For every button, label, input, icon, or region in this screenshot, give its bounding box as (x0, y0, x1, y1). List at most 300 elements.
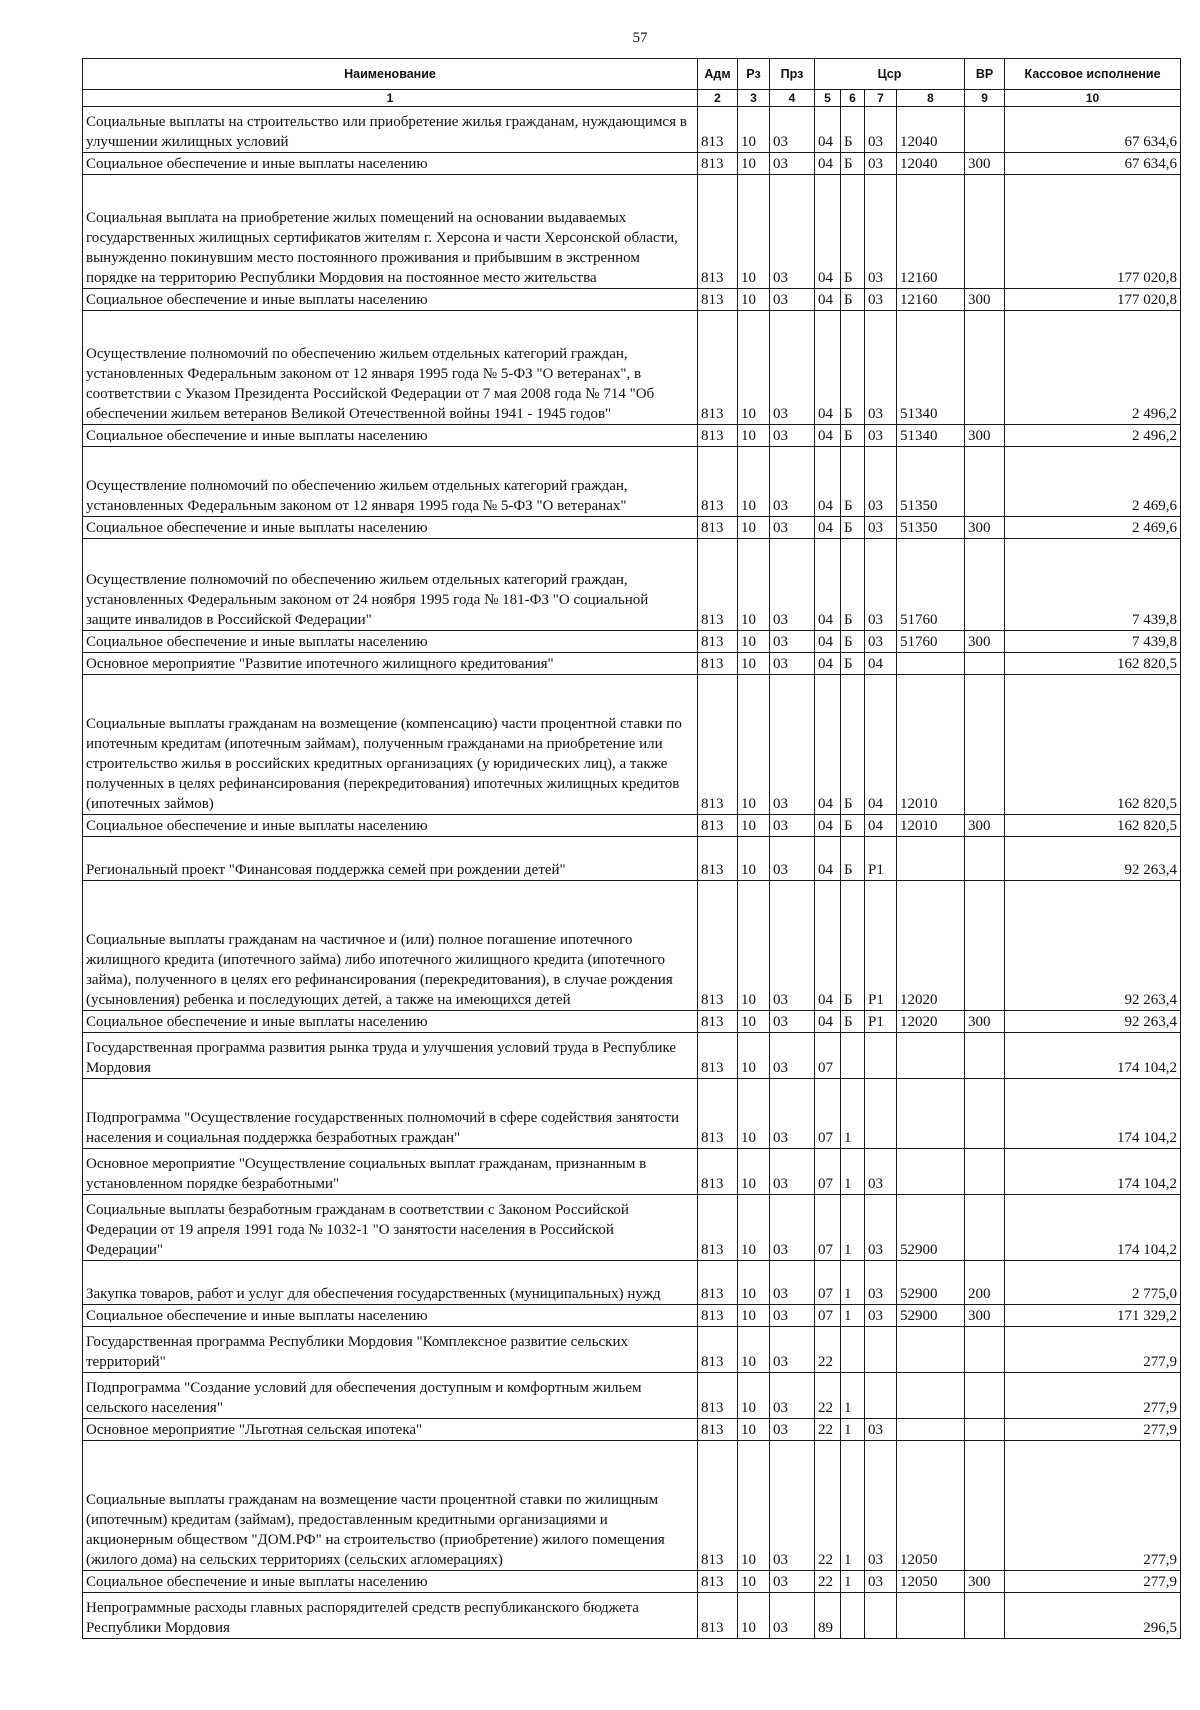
rz-code: 10 (738, 1419, 770, 1441)
rz-code: 10 (738, 175, 770, 289)
adm-code: 813 (698, 311, 738, 425)
amount: 174 104,2 (1005, 1079, 1181, 1149)
csr-activity-code (865, 1327, 897, 1373)
csr-direction-code (897, 653, 965, 675)
csr-program-code: 04 (815, 837, 841, 881)
column-number: 2 (698, 90, 738, 107)
csr-activity-code: 03 (865, 1261, 897, 1305)
csr-direction-code: 12010 (897, 815, 965, 837)
prz-code: 03 (770, 153, 815, 175)
csr-subprogram-code: Б (841, 175, 865, 289)
row-name: Закупка товаров, работ и услуг для обеспечения государственных (муниципальных) нужд (83, 1261, 698, 1305)
csr-subprogram-code: Б (841, 815, 865, 837)
adm-code: 813 (698, 675, 738, 815)
prz-code: 03 (770, 837, 815, 881)
csr-direction-code: 12160 (897, 289, 965, 311)
csr-program-code: 04 (815, 311, 841, 425)
csr-program-code: 22 (815, 1373, 841, 1419)
csr-program-code: 04 (815, 517, 841, 539)
table-row (83, 653, 1181, 675)
rz-code: 10 (738, 517, 770, 539)
vr-code: 300 (965, 815, 1005, 837)
vr-code (965, 1441, 1005, 1571)
header-prz: Прз (770, 59, 815, 90)
prz-code: 03 (770, 815, 815, 837)
csr-direction-code: 12020 (897, 1011, 965, 1033)
row-name: Основное мероприятие "Льготная сельская ипотека" (83, 1419, 698, 1441)
rz-code: 10 (738, 1593, 770, 1639)
prz-code: 03 (770, 1149, 815, 1195)
table-row (83, 1033, 1181, 1079)
vr-code (965, 1033, 1005, 1079)
table-row (83, 1441, 1181, 1571)
amount: 7 439,8 (1005, 539, 1181, 631)
vr-code: 200 (965, 1261, 1005, 1305)
csr-subprogram-code (841, 1593, 865, 1639)
vr-code (965, 175, 1005, 289)
prz-code: 03 (770, 653, 815, 675)
prz-code: 03 (770, 1419, 815, 1441)
vr-code (965, 539, 1005, 631)
prz-code: 03 (770, 1261, 815, 1305)
csr-direction-code: 51760 (897, 539, 965, 631)
adm-code: 813 (698, 447, 738, 517)
csr-subprogram-code: Б (841, 517, 865, 539)
column-number: 8 (897, 90, 965, 107)
column-number: 10 (1005, 90, 1181, 107)
adm-code: 813 (698, 289, 738, 311)
row-name: Социальное обеспечение и иные выплаты населению (83, 153, 698, 175)
amount: 277,9 (1005, 1373, 1181, 1419)
vr-code: 300 (965, 425, 1005, 447)
vr-code: 300 (965, 1571, 1005, 1593)
rz-code: 10 (738, 1441, 770, 1571)
table-body (83, 107, 1181, 1639)
amount: 2 469,6 (1005, 447, 1181, 517)
vr-code (965, 653, 1005, 675)
csr-activity-code: 03 (865, 631, 897, 653)
csr-subprogram-code: 1 (841, 1149, 865, 1195)
vr-code: 300 (965, 1305, 1005, 1327)
prz-code: 03 (770, 1033, 815, 1079)
row-name: Осуществление полномочий по обеспечению жильем отдельных категорий граждан, установленных Федеральным законом от 24 ноября 1995 года № 181-ФЗ "О социальной защите инвалидов в Российской Федерации" (83, 539, 698, 631)
rz-code: 10 (738, 1033, 770, 1079)
rz-code: 10 (738, 837, 770, 881)
amount: 92 263,4 (1005, 881, 1181, 1011)
column-number: 5 (815, 90, 841, 107)
vr-code (965, 1327, 1005, 1373)
column-number: 1 (83, 90, 698, 107)
csr-subprogram-code: Б (841, 153, 865, 175)
csr-program-code: 04 (815, 881, 841, 1011)
csr-subprogram-code (841, 1327, 865, 1373)
csr-program-code: 04 (815, 289, 841, 311)
budget-sheet (82, 58, 1181, 1639)
prz-code: 03 (770, 881, 815, 1011)
row-name: Социальное обеспечение и иные выплаты населению (83, 815, 698, 837)
row-name: Социальное обеспечение и иные выплаты населению (83, 1305, 698, 1327)
csr-subprogram-code: Б (841, 539, 865, 631)
row-name: Осуществление полномочий по обеспечению жильем отдельных категорий граждан, установленных Федеральным законом от 12 января 1995 года № 5-ФЗ "О ветеранах", в соответствии с Указом Президента Российской Федерации от 7 мая 2008 года № 714 "Об обеспечении жильем ветеранов Великой Отечественной войны 1941 - 1945 годов" (83, 311, 698, 425)
csr-subprogram-code: 1 (841, 1079, 865, 1149)
csr-subprogram-code: Б (841, 425, 865, 447)
adm-code: 813 (698, 1261, 738, 1305)
budget-table (82, 58, 1181, 1639)
amount: 277,9 (1005, 1327, 1181, 1373)
rz-code: 10 (738, 631, 770, 653)
csr-activity-code: 03 (865, 425, 897, 447)
csr-program-code: 22 (815, 1419, 841, 1441)
csr-activity-code: 03 (865, 107, 897, 153)
amount: 162 820,5 (1005, 675, 1181, 815)
csr-activity-code: 03 (865, 153, 897, 175)
csr-direction-code: 12040 (897, 153, 965, 175)
csr-direction-code: 12050 (897, 1571, 965, 1593)
csr-program-code: 04 (815, 815, 841, 837)
vr-code (965, 1149, 1005, 1195)
csr-program-code: 04 (815, 153, 841, 175)
csr-subprogram-code: 1 (841, 1441, 865, 1571)
amount: 277,9 (1005, 1571, 1181, 1593)
csr-subprogram-code: Б (841, 631, 865, 653)
csr-direction-code (897, 1373, 965, 1419)
csr-subprogram-code: 1 (841, 1261, 865, 1305)
rz-code: 10 (738, 1011, 770, 1033)
csr-direction-code (897, 1033, 965, 1079)
adm-code: 813 (698, 1441, 738, 1571)
amount: 67 634,6 (1005, 153, 1181, 175)
csr-direction-code: 51340 (897, 311, 965, 425)
csr-activity-code: 04 (865, 653, 897, 675)
amount: 174 104,2 (1005, 1149, 1181, 1195)
csr-program-code: 07 (815, 1079, 841, 1149)
rz-code: 10 (738, 1079, 770, 1149)
csr-subprogram-code: Б (841, 311, 865, 425)
table-row (83, 1419, 1181, 1441)
adm-code: 813 (698, 1011, 738, 1033)
amount: 174 104,2 (1005, 1195, 1181, 1261)
row-name: Подпрограмма "Создание условий для обеспечения доступным и комфортным жильем сельского населения" (83, 1373, 698, 1419)
vr-code (965, 107, 1005, 153)
table-row (83, 1305, 1181, 1327)
amount: 2 496,2 (1005, 425, 1181, 447)
csr-activity-code: 03 (865, 1195, 897, 1261)
table-row (83, 815, 1181, 837)
csr-subprogram-code: 1 (841, 1195, 865, 1261)
vr-code (965, 1373, 1005, 1419)
csr-activity-code (865, 1079, 897, 1149)
row-name: Непрограммные расходы главных распорядителей средств республиканского бюджета Республики Мордовия (83, 1593, 698, 1639)
vr-code (965, 447, 1005, 517)
prz-code: 03 (770, 447, 815, 517)
prz-code: 03 (770, 175, 815, 289)
rz-code: 10 (738, 153, 770, 175)
amount: 2 469,6 (1005, 517, 1181, 539)
vr-code: 300 (965, 289, 1005, 311)
vr-code: 300 (965, 631, 1005, 653)
amount: 92 263,4 (1005, 837, 1181, 881)
row-name: Социальные выплаты на строительство или приобретение жилья гражданам, нуждающимся в улучшении жилищных условий (83, 107, 698, 153)
prz-code: 03 (770, 1195, 815, 1261)
row-name: Подпрограмма "Осуществление государственных полномочий в сфере содействия занятости населения и социальная поддержка безработных граждан" (83, 1079, 698, 1149)
csr-activity-code: 03 (865, 289, 897, 311)
table-row (83, 311, 1181, 425)
adm-code: 813 (698, 881, 738, 1011)
vr-code (965, 1079, 1005, 1149)
prz-code: 03 (770, 539, 815, 631)
csr-direction-code: 52900 (897, 1305, 965, 1327)
csr-subprogram-code: Б (841, 837, 865, 881)
prz-code: 03 (770, 1593, 815, 1639)
adm-code: 813 (698, 1419, 738, 1441)
table-row (83, 425, 1181, 447)
header-rz: Рз (738, 59, 770, 90)
row-name: Социальное обеспечение и иные выплаты населению (83, 425, 698, 447)
adm-code: 813 (698, 1593, 738, 1639)
csr-activity-code: 03 (865, 517, 897, 539)
csr-activity-code: 03 (865, 175, 897, 289)
prz-code: 03 (770, 289, 815, 311)
table-row (83, 447, 1181, 517)
table-row (83, 881, 1181, 1011)
table-row (83, 107, 1181, 153)
csr-subprogram-code: 1 (841, 1373, 865, 1419)
prz-code: 03 (770, 675, 815, 815)
csr-subprogram-code: Б (841, 447, 865, 517)
row-name: Социальные выплаты безработным гражданам в соответствии с Законом Российской Федерации от 19 апреля 1991 года № 1032-1 "О занятости населения в Российской Федерации" (83, 1195, 698, 1261)
adm-code: 813 (698, 815, 738, 837)
amount: 277,9 (1005, 1419, 1181, 1441)
adm-code: 813 (698, 631, 738, 653)
csr-activity-code: 04 (865, 815, 897, 837)
adm-code: 813 (698, 1373, 738, 1419)
csr-direction-code (897, 1419, 965, 1441)
csr-activity-code (865, 1593, 897, 1639)
csr-subprogram-code: Б (841, 653, 865, 675)
amount: 277,9 (1005, 1441, 1181, 1571)
csr-subprogram-code: 1 (841, 1305, 865, 1327)
header-name: Наименование (83, 59, 698, 90)
table-row (83, 837, 1181, 881)
csr-direction-code: 51350 (897, 517, 965, 539)
csr-direction-code (897, 1149, 965, 1195)
csr-program-code: 04 (815, 539, 841, 631)
adm-code: 813 (698, 1149, 738, 1195)
row-name: Социальные выплаты гражданам на частичное и (или) полное погашение ипотечного жилищного кредита (ипотечного займа) либо ипотечного жилищного кредита (ипотечного займа), полученного в целях его рефинансирования (перекредитования), в случае рождения (усыновления) ребенка и последующих детей, а также на имеющихся детей (83, 881, 698, 1011)
prz-code: 03 (770, 1011, 815, 1033)
csr-activity-code: 03 (865, 1305, 897, 1327)
csr-subprogram-code: Б (841, 107, 865, 153)
adm-code: 813 (698, 425, 738, 447)
csr-activity-code: 03 (865, 539, 897, 631)
row-name: Региональный проект "Финансовая поддержка семей при рождении детей" (83, 837, 698, 881)
prz-code: 03 (770, 425, 815, 447)
row-name: Социальное обеспечение и иные выплаты населению (83, 1571, 698, 1593)
adm-code: 813 (698, 1327, 738, 1373)
row-name: Основное мероприятие "Осуществление социальных выплат гражданам, признанным в установленном порядке безработными" (83, 1149, 698, 1195)
csr-subprogram-code (841, 1033, 865, 1079)
csr-program-code: 04 (815, 653, 841, 675)
csr-program-code: 07 (815, 1261, 841, 1305)
table-row (83, 1373, 1181, 1419)
csr-direction-code: 51350 (897, 447, 965, 517)
rz-code: 10 (738, 881, 770, 1011)
vr-code (965, 1419, 1005, 1441)
header-csr: Цср (815, 59, 965, 90)
prz-code: 03 (770, 1305, 815, 1327)
rz-code: 10 (738, 653, 770, 675)
prz-code: 03 (770, 631, 815, 653)
amount: 177 020,8 (1005, 289, 1181, 311)
csr-program-code: 04 (815, 675, 841, 815)
csr-direction-code: 51340 (897, 425, 965, 447)
adm-code: 813 (698, 653, 738, 675)
vr-code (965, 311, 1005, 425)
csr-subprogram-code: 1 (841, 1419, 865, 1441)
row-name: Социальные выплаты гражданам на возмещение части процентной ставки по жилищным (ипотечным) кредитам (займам), предоставленным кредитными организациями и акционерным обществом "ДОМ.РФ" на строительство (приобретение) жилого помещения (жилого дома) на сельских территориях (сельских агломерациях) (83, 1441, 698, 1571)
adm-code: 813 (698, 539, 738, 631)
csr-program-code: 04 (815, 425, 841, 447)
csr-direction-code (897, 1593, 965, 1639)
prz-code: 03 (770, 311, 815, 425)
prz-code: 03 (770, 1373, 815, 1419)
csr-program-code: 22 (815, 1571, 841, 1593)
amount: 2 775,0 (1005, 1261, 1181, 1305)
table-row (83, 1195, 1181, 1261)
table-header-row (83, 59, 1181, 90)
rz-code: 10 (738, 1327, 770, 1373)
csr-subprogram-code: Б (841, 1011, 865, 1033)
table-row (83, 1079, 1181, 1149)
csr-activity-code: 03 (865, 1419, 897, 1441)
column-numbers-row (83, 90, 1181, 107)
amount: 296,5 (1005, 1593, 1181, 1639)
amount: 7 439,8 (1005, 631, 1181, 653)
rz-code: 10 (738, 675, 770, 815)
table-row (83, 175, 1181, 289)
rz-code: 10 (738, 311, 770, 425)
rz-code: 10 (738, 447, 770, 517)
row-name: Социальное обеспечение и иные выплаты населению (83, 1011, 698, 1033)
rz-code: 10 (738, 1195, 770, 1261)
column-number: 3 (738, 90, 770, 107)
csr-activity-code (865, 1033, 897, 1079)
column-number: 7 (865, 90, 897, 107)
csr-program-code: 22 (815, 1441, 841, 1571)
adm-code: 813 (698, 1033, 738, 1079)
vr-code (965, 675, 1005, 815)
column-number: 4 (770, 90, 815, 107)
csr-direction-code: 51760 (897, 631, 965, 653)
header-adm: Адм (698, 59, 738, 90)
vr-code (965, 837, 1005, 881)
vr-code (965, 881, 1005, 1011)
table-row (83, 631, 1181, 653)
adm-code: 813 (698, 107, 738, 153)
csr-activity-code: 03 (865, 447, 897, 517)
amount: 2 496,2 (1005, 311, 1181, 425)
amount: 171 329,2 (1005, 1305, 1181, 1327)
prz-code: 03 (770, 517, 815, 539)
csr-activity-code: 03 (865, 311, 897, 425)
prz-code: 03 (770, 1327, 815, 1373)
column-number: 9 (965, 90, 1005, 107)
table-row (83, 1149, 1181, 1195)
row-name: Социальные выплаты гражданам на возмещение (компенсацию) части процентной ставки по ипотечным кредитам (ипотечным займам), полученным гражданами на приобретение или строительство жилья в российских кредитных организациях (у юридических лиц), а также полученных в целях рефинансирования (перекредитования) ипотечных жилищных кредитов (ипотечных займов) (83, 675, 698, 815)
rz-code: 10 (738, 539, 770, 631)
row-name: Социальное обеспечение и иные выплаты населению (83, 631, 698, 653)
adm-code: 813 (698, 1305, 738, 1327)
rz-code: 10 (738, 1373, 770, 1419)
csr-subprogram-code: Б (841, 881, 865, 1011)
table-row (83, 1011, 1181, 1033)
csr-program-code: 07 (815, 1195, 841, 1261)
table-row (83, 1261, 1181, 1305)
csr-subprogram-code: Б (841, 675, 865, 815)
csr-direction-code: 52900 (897, 1261, 965, 1305)
adm-code: 813 (698, 517, 738, 539)
header-vr: ВР (965, 59, 1005, 90)
table-row (83, 1571, 1181, 1593)
rz-code: 10 (738, 289, 770, 311)
table-row (83, 153, 1181, 175)
csr-program-code: 07 (815, 1305, 841, 1327)
vr-code: 300 (965, 1011, 1005, 1033)
csr-program-code: 04 (815, 1011, 841, 1033)
csr-program-code: 22 (815, 1327, 841, 1373)
rz-code: 10 (738, 1261, 770, 1305)
csr-direction-code (897, 1327, 965, 1373)
csr-direction-code (897, 1079, 965, 1149)
adm-code: 813 (698, 1195, 738, 1261)
csr-program-code: 89 (815, 1593, 841, 1639)
csr-program-code: 04 (815, 631, 841, 653)
prz-code: 03 (770, 1571, 815, 1593)
prz-code: 03 (770, 1441, 815, 1571)
csr-program-code: 04 (815, 107, 841, 153)
csr-activity-code: 03 (865, 1149, 897, 1195)
vr-code (965, 1195, 1005, 1261)
rz-code: 10 (738, 425, 770, 447)
rz-code: 10 (738, 815, 770, 837)
table-row (83, 1327, 1181, 1373)
csr-program-code: 04 (815, 175, 841, 289)
csr-direction-code: 12020 (897, 881, 965, 1011)
table-row (83, 675, 1181, 815)
adm-code: 813 (698, 1079, 738, 1149)
row-name: Государственная программа Республики Мордовия "Комплексное развитие сельских территорий" (83, 1327, 698, 1373)
amount: 162 820,5 (1005, 815, 1181, 837)
adm-code: 813 (698, 837, 738, 881)
page-number: 57 (632, 30, 648, 46)
adm-code: 813 (698, 175, 738, 289)
column-number: 6 (841, 90, 865, 107)
row-name: Осуществление полномочий по обеспечению жильем отдельных категорий граждан, установленных Федеральным законом от 12 января 1995 года № 5-ФЗ "О ветеранах" (83, 447, 698, 517)
row-name: Основное мероприятие "Развитие ипотечного жилищного кредитования" (83, 653, 698, 675)
csr-activity-code: 04 (865, 675, 897, 815)
csr-program-code: 07 (815, 1149, 841, 1195)
csr-activity-code: P1 (865, 1011, 897, 1033)
rz-code: 10 (738, 1149, 770, 1195)
rz-code: 10 (738, 1305, 770, 1327)
prz-code: 03 (770, 107, 815, 153)
rz-code: 10 (738, 107, 770, 153)
row-name: Социальное обеспечение и иные выплаты населению (83, 289, 698, 311)
amount: 92 263,4 (1005, 1011, 1181, 1033)
amount: 174 104,2 (1005, 1033, 1181, 1079)
prz-code: 03 (770, 1079, 815, 1149)
csr-activity-code: P1 (865, 881, 897, 1011)
